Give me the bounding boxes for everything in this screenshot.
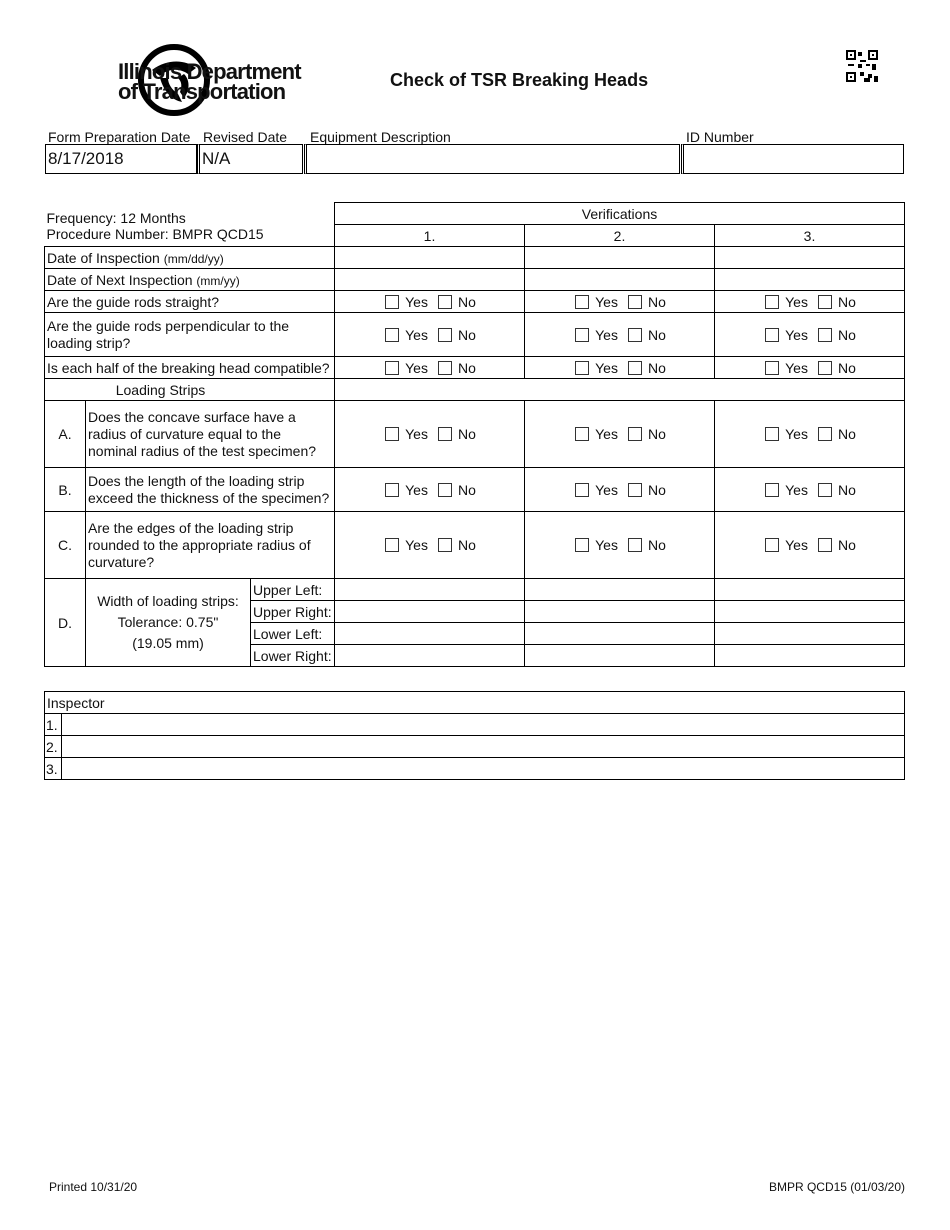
upper-right-label: Upper Right:: [251, 601, 335, 623]
upper-left-2[interactable]: [525, 579, 715, 601]
table-row: [45, 247, 905, 269]
yes-label: Yes: [785, 426, 808, 442]
row-a-2: [525, 401, 715, 468]
row-b-1: [335, 468, 525, 512]
q-perpendicular-3-yes-checkbox[interactable]: [765, 328, 779, 342]
row-a-letter: A.: [45, 401, 86, 468]
date-next-2[interactable]: [525, 269, 715, 291]
yes-label: Yes: [785, 481, 808, 498]
yes-label: Yes: [785, 359, 808, 376]
table-row: [45, 401, 905, 468]
upper-left-1[interactable]: [335, 579, 525, 601]
yes-label: Yes: [595, 293, 618, 310]
inspector-name-3[interactable]: [62, 758, 905, 780]
table-row: [45, 379, 905, 401]
row-a-1-yes-checkbox[interactable]: [385, 427, 399, 441]
lower-right-3[interactable]: [715, 645, 905, 667]
q-compatible-2-yes-checkbox[interactable]: [575, 361, 589, 375]
date-inspection-text: Date of Inspection: [47, 249, 160, 266]
date-inspection-label: [45, 247, 335, 269]
table-row: [45, 714, 905, 736]
col-header-1: 1.: [335, 225, 525, 247]
verifications-header: Verifications: [335, 203, 905, 225]
q-perpendicular-2-no-checkbox[interactable]: [628, 328, 642, 342]
equipment-label: Equipment Description: [310, 129, 451, 145]
no-label: No: [837, 293, 856, 310]
no-label: No: [837, 359, 856, 376]
yes-label: Yes: [785, 537, 808, 553]
row-a-2-yes-checkbox[interactable]: [575, 427, 589, 441]
row-c-1-yes-checkbox[interactable]: [385, 538, 399, 552]
table-row: [45, 579, 905, 601]
q-straight-1-yes-checkbox[interactable]: [385, 295, 399, 309]
table-row: [45, 291, 905, 313]
row-a-3-yes-checkbox[interactable]: [765, 427, 779, 441]
yes-label: Yes: [405, 326, 428, 343]
yes-label: Yes: [785, 326, 808, 343]
upper-left-3[interactable]: [715, 579, 905, 601]
q-straight-2: [525, 291, 715, 313]
q-perpendicular-2: [525, 313, 715, 357]
equipment-field[interactable]: [304, 144, 680, 174]
no-label: No: [837, 537, 856, 553]
inspector-name-1[interactable]: [62, 714, 905, 736]
page-title: Check of TSR Breaking Heads: [390, 70, 649, 90]
row-b-2-yes-checkbox[interactable]: [575, 483, 589, 497]
date-inspection-2[interactable]: [525, 247, 715, 269]
id-number-label: ID Number: [686, 129, 754, 145]
q-compatible-3: [715, 357, 905, 379]
yes-label: Yes: [595, 359, 618, 376]
row-c-1: [335, 512, 525, 579]
lower-left-label: Lower Left:: [251, 623, 335, 645]
row-d-letter: D.: [45, 579, 86, 667]
row-c-2: [525, 512, 715, 579]
id-number-field[interactable]: [681, 144, 904, 174]
q-straight-3: [715, 291, 905, 313]
org-name-line1: Illinois Department: [118, 59, 301, 84]
prep-date-label: Form Preparation Date: [48, 129, 191, 145]
inspector-num-2: 2.: [45, 736, 62, 758]
date-next-label: [45, 269, 335, 291]
verification-table: [44, 202, 905, 667]
row-c-1-no-checkbox[interactable]: [438, 538, 452, 552]
row-c-2-yes-checkbox[interactable]: [575, 538, 589, 552]
row-b-2: [525, 468, 715, 512]
no-label: No: [457, 537, 476, 553]
q-perpendicular-2-yes-checkbox[interactable]: [575, 328, 589, 342]
upper-right-1[interactable]: [335, 601, 525, 623]
no-label: No: [647, 293, 666, 310]
table-row: [45, 736, 905, 758]
q-compatible-label: Is each half of the breaking head compatible?: [45, 357, 335, 379]
date-next-text: Date of Next Inspection: [47, 271, 193, 288]
row-a-2-no-checkbox[interactable]: [628, 427, 642, 441]
no-label: No: [647, 537, 666, 553]
no-label: No: [837, 481, 856, 498]
q-compatible-1: [335, 357, 525, 379]
q-compatible-1-yes-checkbox[interactable]: [385, 361, 399, 375]
yes-label: Yes: [595, 537, 618, 553]
col-header-3: 3.: [715, 225, 905, 247]
no-label: No: [647, 326, 666, 343]
inspector-num-3: 3.: [45, 758, 62, 780]
q-compatible-2-no-checkbox[interactable]: [628, 361, 642, 375]
date-next-3[interactable]: [715, 269, 905, 291]
yes-label: Yes: [405, 359, 428, 376]
inspector-name-2[interactable]: [62, 736, 905, 758]
row-d-text: [86, 579, 251, 667]
upper-right-3[interactable]: [715, 601, 905, 623]
revised-date-field[interactable]: N/A: [197, 144, 303, 174]
table-row: [45, 468, 905, 512]
row-b-3-yes-checkbox[interactable]: [765, 483, 779, 497]
prep-date-field[interactable]: 8/17/2018: [45, 144, 197, 174]
q-straight-2-yes-checkbox[interactable]: [575, 295, 589, 309]
q-straight-3-no-checkbox[interactable]: [818, 295, 832, 309]
date-inspection-3[interactable]: [715, 247, 905, 269]
lower-left-1[interactable]: [335, 623, 525, 645]
row-b-letter: B.: [45, 468, 86, 512]
revised-date-label: Revised Date: [203, 129, 288, 145]
q-straight-1-no-checkbox[interactable]: [438, 295, 452, 309]
lower-right-2[interactable]: [525, 645, 715, 667]
q-compatible-1-no-checkbox[interactable]: [438, 361, 452, 375]
no-label: No: [837, 326, 856, 343]
org-name-line2: of Transportation: [118, 79, 286, 104]
inspector-table: [44, 691, 905, 780]
table-row: [45, 758, 905, 780]
q-compatible-3-yes-checkbox[interactable]: [765, 361, 779, 375]
row-c-2-no-checkbox[interactable]: [628, 538, 642, 552]
table-row: [45, 512, 905, 579]
table-row: [45, 313, 905, 357]
no-label: No: [457, 293, 476, 310]
row-a-3-no-checkbox[interactable]: [818, 427, 832, 441]
org-name: [118, 59, 301, 104]
row-c-letter: C.: [45, 512, 86, 579]
lower-right-label: Lower Right:: [251, 645, 335, 667]
row-c-3-no-checkbox[interactable]: [818, 538, 832, 552]
q-perpendicular-1-yes-checkbox[interactable]: [385, 328, 399, 342]
q-straight-3-yes-checkbox[interactable]: [765, 295, 779, 309]
no-label: No: [457, 481, 476, 498]
yes-label: Yes: [595, 481, 618, 498]
lower-right-1[interactable]: [335, 645, 525, 667]
yes-label: Yes: [405, 293, 428, 310]
q-perpendicular-1-no-checkbox[interactable]: [438, 328, 452, 342]
q-perpendicular-3-no-checkbox[interactable]: [818, 328, 832, 342]
no-label: No: [647, 426, 666, 442]
upper-right-2[interactable]: [525, 601, 715, 623]
row-c-text: Are the edges of the loading strip rounded to the appropriate radius of curvature?: [86, 512, 335, 579]
inspector-num-1: 1.: [45, 714, 62, 736]
date-inspection-1[interactable]: [335, 247, 525, 269]
no-label: No: [647, 359, 666, 376]
q-perpendicular-3: [715, 313, 905, 357]
date-next-format: (mm/yy): [196, 273, 240, 288]
row-b-text: Does the length of the loading strip exceed the thickness of the specimen?: [86, 468, 335, 512]
no-label: No: [647, 481, 666, 498]
procedure-text: Procedure Number: BMPR QCD15: [46, 226, 264, 243]
no-label: No: [457, 359, 476, 376]
q-straight-1: [335, 291, 525, 313]
upper-left-label: Upper Left:: [251, 579, 335, 601]
q-perpendicular-label: Are the guide rods perpendicular to the loading strip?: [45, 313, 335, 357]
loading-strips-blank: [335, 379, 905, 401]
table-row: [45, 357, 905, 379]
col-header-2: 2.: [525, 225, 715, 247]
yes-label: Yes: [405, 426, 428, 442]
yes-label: Yes: [785, 293, 808, 310]
date-inspection-format: (mm/dd/yy): [163, 251, 224, 266]
row-d-text-line2: Tolerance: 0.75": [117, 614, 219, 630]
row-a-3: [715, 401, 905, 468]
inspector-header: Inspector: [45, 692, 905, 714]
row-c-3-yes-checkbox[interactable]: [765, 538, 779, 552]
yes-label: Yes: [405, 481, 428, 498]
no-label: No: [457, 326, 476, 343]
row-a-1-no-checkbox[interactable]: [438, 427, 452, 441]
no-label: No: [837, 426, 856, 442]
row-b-3: [715, 468, 905, 512]
form-id: BMPR QCD15 (01/03/20): [768, 1180, 905, 1194]
row-b-2-no-checkbox[interactable]: [628, 483, 642, 497]
no-label: No: [457, 426, 476, 442]
row-b-1-yes-checkbox[interactable]: [385, 483, 399, 497]
row-b-1-no-checkbox[interactable]: [438, 483, 452, 497]
printed-date: Printed 10/31/20: [49, 1180, 138, 1194]
row-c-3: [715, 512, 905, 579]
row-b-3-no-checkbox[interactable]: [818, 483, 832, 497]
row-d-text-line1: Width of loading strips:: [97, 593, 239, 609]
row-a-text: Does the concave surface have a radius of curvature equal to the nominal radius of the test specimen?: [86, 401, 335, 468]
lower-left-3[interactable]: [715, 623, 905, 645]
yes-label: Yes: [595, 326, 618, 343]
date-next-1[interactable]: [335, 269, 525, 291]
lower-left-2[interactable]: [525, 623, 715, 645]
row-a-1: [335, 401, 525, 468]
yes-label: Yes: [595, 426, 618, 442]
table-row: [45, 269, 905, 291]
q-perpendicular-1: [335, 313, 525, 357]
row-d-text-line3: (19.05 mm): [132, 635, 204, 651]
loading-strips-label: Loading Strips: [45, 379, 335, 401]
q-straight-label: Are the guide rods straight?: [45, 291, 335, 313]
frequency-text: Frequency: 12 Months: [46, 210, 186, 227]
yes-label: Yes: [405, 537, 428, 553]
qr-code-icon: [846, 50, 878, 82]
q-straight-2-no-checkbox[interactable]: [628, 295, 642, 309]
q-compatible-3-no-checkbox[interactable]: [818, 361, 832, 375]
q-compatible-2: [525, 357, 715, 379]
